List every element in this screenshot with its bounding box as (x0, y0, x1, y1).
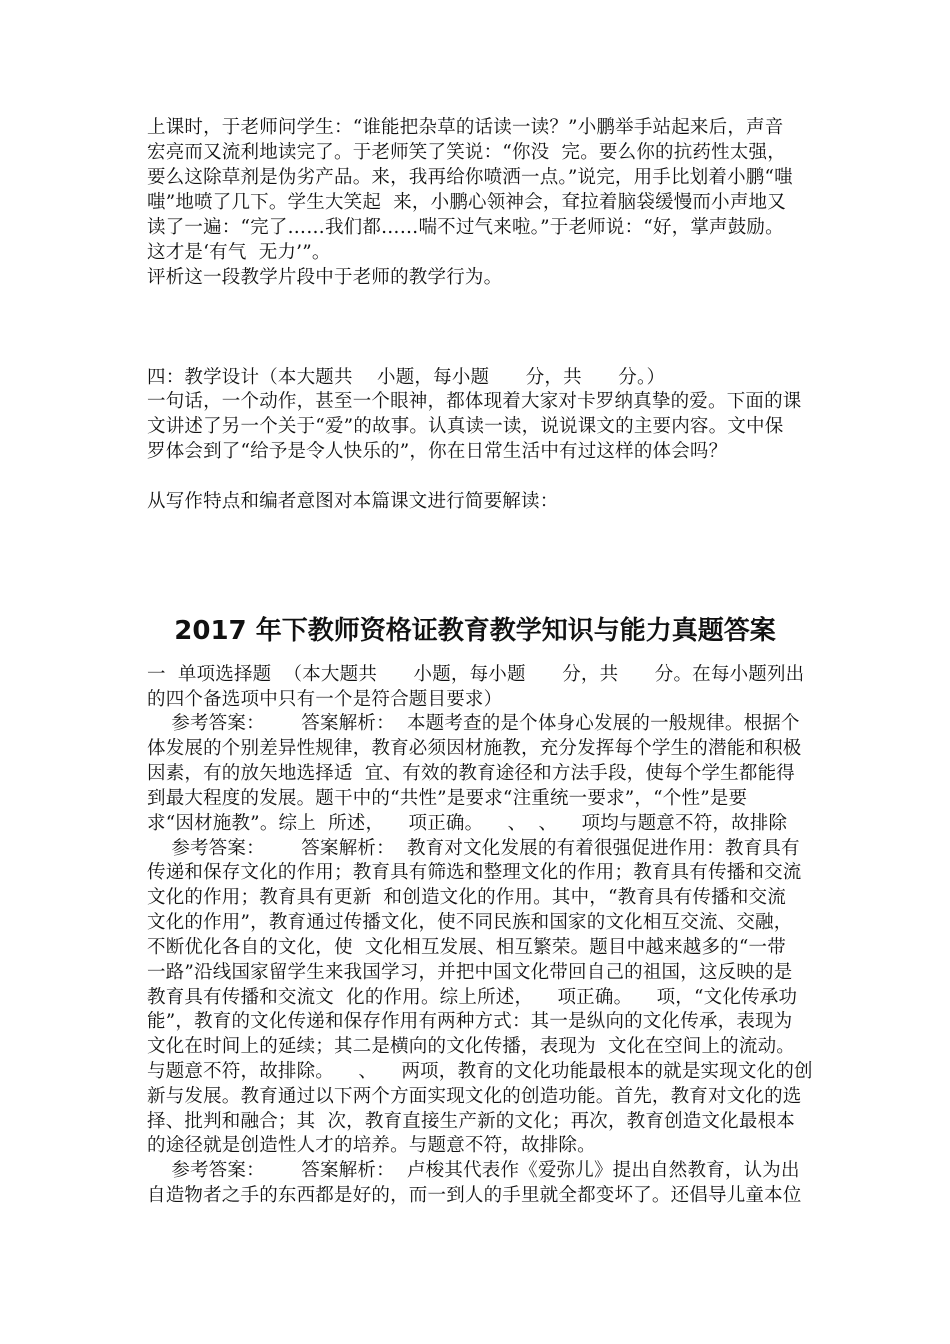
paragraph-line: 新与发展。教育通过以下两个方面实现文化的创造功能。首先，教育对文化的选 (147, 1086, 802, 1107)
paragraph-line: 这才是‘有气 无力’”。 (147, 242, 331, 263)
paragraph-line: 文化在时间上的延续；其二是横向的文化传播，表现为 文化在空间上的流动。 (147, 1036, 795, 1057)
paragraph-line: 的四个备选项中只有一个是符合题目要求） (147, 689, 503, 710)
page-title: 2017 年下教师资格证教育教学知识与能力真题答案 (174, 616, 776, 646)
paragraph-line: 求“因材施教”。综上 所述， 项正确。 、 、 项均与题意不符，故排除 (147, 813, 788, 834)
paragraph-line: 不断优化各自的文化，使 文化相互发展、相互繁荣。题目中越来越多的“一带 (147, 937, 786, 958)
paragraph-line: 文化的作用”，教育通过传播文化，使不同民族和国家的文化相互交流、交融， (147, 912, 793, 933)
paragraph-line: 教育具有传播和交流文 化的作用。综上所述， 项正确。 项，“文化传承功 (147, 987, 798, 1008)
paragraph-line: 体发展的个别差异性规律，教育必须因材施教，充分发挥每个学生的潜能和积极 (147, 738, 802, 759)
paragraph-line: 宏亮而又流利地读完了。于老师笑了笑说：“你没 完。要么你的抗药性太强， (147, 142, 786, 163)
paragraph-line: 参考答案： 答案解析： 教育对文化发展的有着很强促进作用：教育具有 (147, 838, 800, 859)
paragraph-line: 择、批判和融合；其 次，教育直接生产新的文化；再次，教育创造文化最根本 (147, 1111, 795, 1132)
paragraph-line: 参考答案： 答案解析： 卢梭其代表作《爱弥儿》提出自然教育，认为出 (147, 1160, 800, 1181)
paragraph-line: 一句话，一个动作，甚至一个眼神，都体现着大家对卡罗纳真挚的爱。下面的课 (147, 391, 802, 412)
question-prompt: 评析这一段教学片段中于老师的教学行为。 (147, 267, 503, 288)
paragraph-line: 参考答案： 答案解析： 本题考查的是个体身心发展的一般规律。根据个 (147, 713, 800, 734)
paragraph-line: 到最大程度的发展。题干中的“共性”是要求“注重统一要求”，“个性”是要 (147, 788, 748, 809)
paragraph-line: 一路”沿线国家留学生来我国学习，并把中国文化带回自己的祖国，这反映的是 (147, 962, 793, 983)
paragraph-line: 罗体会到了“给予是令人快乐的”，你在日常生活中有过这样的体会吗？ (147, 441, 728, 462)
paragraph-line: 的途径就是创造性人才的培养。与题意不符，故排除。 (147, 1135, 596, 1156)
paragraph-line: 文讲述了另一个关于“爱”的故事。认真读一读，说说课文的主要内容。文中保 (147, 416, 784, 437)
paragraph-line: 上课时，于老师问学生：“谁能把杂草的话读一读？”小鹏举手站起来后，声音 (147, 117, 784, 138)
paragraph-line: 与题意不符，故排除。 、 两项，教育的文化功能最根本的就是实现文化的创 (147, 1061, 813, 1082)
paragraph-line: 文化的作用；教育具有更新 和创造文化的作用。其中，“教育具有传播和交流 (147, 887, 786, 908)
section-heading: 四：教学设计（本大题共 小题，每小题 分，共 分。） (147, 367, 666, 388)
paragraph-line: 传递和保存文化的作用；教育具有筛选和整理文化的作用；教育具有传播和交流 (147, 862, 802, 883)
paragraph-line: 一 单项选择题 （本大题共 小题，每小题 分，共 分。在每小题列出 (147, 664, 805, 685)
paragraph-line: 能”，教育的文化传递和保存作用有两种方式：其一是纵向的文化传承，表现为 (147, 1011, 793, 1032)
paragraph-line: 自造物者之手的东西都是好的，而一到人的手里就全都变坏了。还倡导儿童本位 (147, 1185, 802, 1206)
paragraph-line: 读了一遍：“完了……我们都……喘不过气来啦。”于老师说：“好，掌声鼓励。 (147, 217, 784, 238)
paragraph-line: 要么这除草剂是伪劣产品。来，我再给你喷洒一点。”说完，用手比划着小鹏“嗤 (147, 167, 793, 188)
paragraph-line: 嗤”地喷了几下。学生大笑起 来，小鹏心领神会，耷拉着脑袋缓慢而小声地又 (147, 192, 786, 213)
question-prompt: 从写作特点和编者意图对本篇课文进行简要解读： (147, 491, 559, 512)
paragraph-line: 因素，有的放矢地选择适 宜、有效的教育途径和方法手段，使每个学生都能得 (147, 763, 795, 784)
